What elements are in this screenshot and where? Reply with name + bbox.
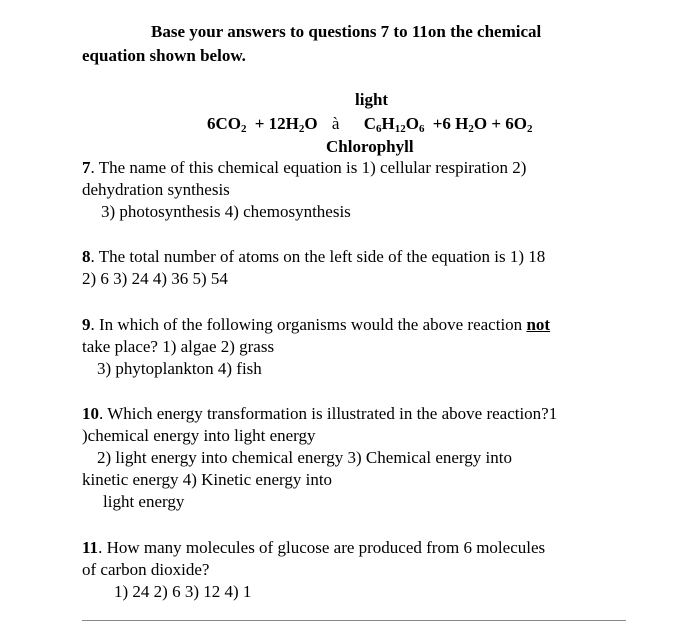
question-10-number: 10 (82, 404, 99, 423)
reactant-carbon-dioxide: $6CO_2$ (207, 114, 247, 135)
question-9-choices: 3) phytoplankton 4) fish (97, 359, 262, 378)
question-11-choices: 1) 24 2) 6 3) 12 4) 1 (114, 582, 252, 601)
question-9-line-2: take place? 1) algae 2) grass (82, 337, 275, 356)
question-10-line-1: 10. Which energy transformation is illustrated in the above reaction?1 (82, 404, 558, 423)
instructions-line-1: Base your answers to questions 7 to 11on the chemical (151, 22, 542, 41)
question-9-number: 9 (82, 315, 91, 334)
chemical-equation (207, 114, 533, 134)
question-7-choices: 3) photosynthesis 4) chemosynthesis (101, 202, 351, 221)
question-9-line-1: 9. In which of the following organisms would the above reaction not (82, 315, 551, 334)
question-8-line-1: 8. The total number of atoms on the left side of the equation is 1) 18 (82, 247, 546, 266)
question-8-number: 8 (82, 247, 91, 266)
question-10-line-3: 2) light energy into chemical energy 3) Chemical energy into (97, 448, 512, 467)
reactant-water: + $12H_2O$ (254, 114, 318, 135)
question-10-line-2: )chemical energy into light energy (82, 426, 316, 445)
product-glucose: $C_6H_{12}O_6$ (363, 114, 425, 135)
equation-condition-light: light (355, 90, 389, 109)
equation-condition-chlorophyll: Chlorophyll (326, 137, 414, 156)
reaction-arrow: à (331, 114, 340, 133)
question-10-line-5: light energy (103, 492, 185, 511)
question-7-number: 7 (82, 158, 91, 177)
question-9-emphasis-not: not (526, 315, 551, 334)
question-11-line-2: of carbon dioxide? (82, 560, 210, 579)
question-11-line-1: 11. How many molecules of glucose are produced from 6 molecules (82, 538, 546, 557)
question-11-number: 11 (82, 538, 99, 557)
question-8-choices: 2) 6 3) 24 4) 36 5) 54 (82, 269, 228, 288)
instructions-line-2: equation shown below. (82, 46, 246, 65)
question-7-line-2: dehydration synthesis (82, 180, 230, 199)
bottom-divider (82, 620, 626, 621)
question-7-line-1: 7. The name of this chemical equation is 1) cellular respiration 2) (82, 158, 527, 177)
product-water-and-oxygen: +6 $H_2O + 6O_2$ (432, 114, 533, 135)
question-10-line-4: kinetic energy 4) Kinetic energy into (82, 470, 333, 489)
